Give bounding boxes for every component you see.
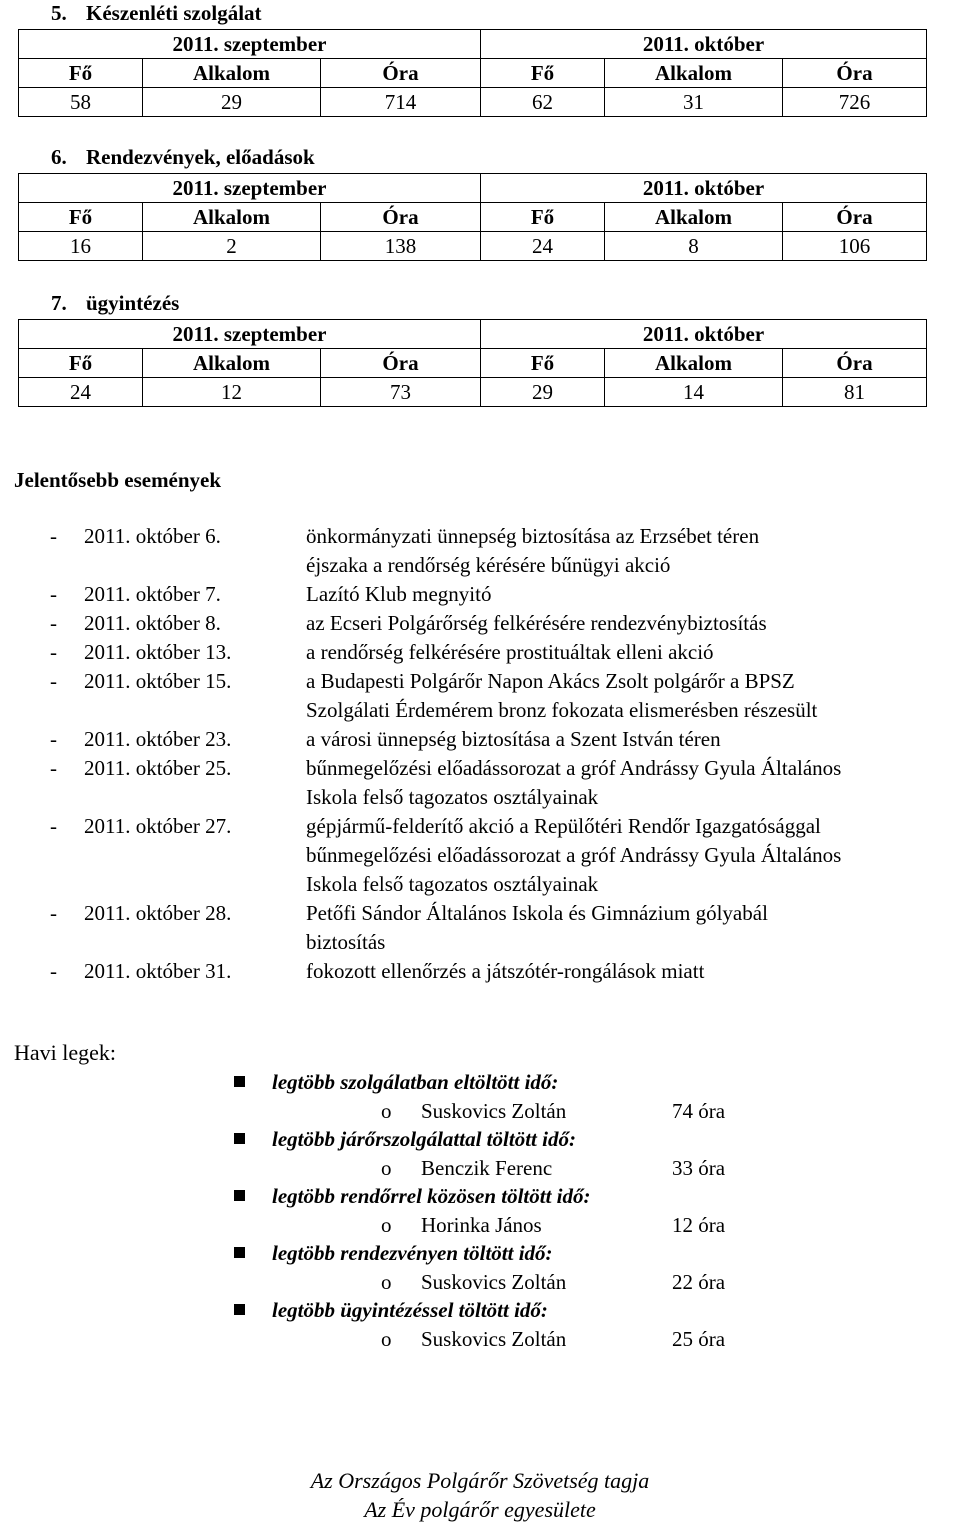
stat-table (18, 319, 927, 407)
value-cell: 24 (19, 378, 143, 407)
havi-category-text: legtöbb rendőrrel közösen töltött idő: (272, 1184, 591, 1208)
list-item (0, 609, 960, 638)
event-date: 2011. október 7. (84, 582, 221, 606)
event-line: Iskola felső tagozatos osztályainak (306, 785, 599, 809)
list-item (0, 725, 960, 754)
person-name: Suskovics Zoltán (421, 1099, 567, 1123)
event-dash: - (50, 959, 57, 983)
havi-category-text: legtöbb járőrszolgálattal töltött idő: (272, 1127, 576, 1151)
value-cell: 16 (19, 232, 143, 261)
event-description (306, 812, 954, 899)
event-date: 2011. október 28. (84, 901, 232, 925)
event-description (306, 667, 954, 725)
event-date: 2011. október 13. (84, 640, 232, 664)
header-cell: Fő (19, 203, 143, 232)
havi-category-text: legtöbb szolgálatban eltöltött idő: (272, 1070, 559, 1094)
event-line: a rendőrség felkérésére prostituáltak elleni akció (306, 640, 714, 664)
event-dash: - (50, 524, 57, 548)
value-cell: 31 (605, 88, 783, 117)
events-list (0, 522, 960, 986)
period-october: 2011. október (481, 320, 927, 349)
list-item (0, 812, 960, 899)
square-bullet-icon (234, 1076, 245, 1087)
value-cell: 12 (143, 378, 321, 407)
header-cell: Alkalom (143, 203, 321, 232)
period-october: 2011. október (481, 174, 927, 203)
header-cell: Fő (19, 349, 143, 378)
header-cell: Alkalom (143, 349, 321, 378)
footer-line: Az Év polgárőr egyesülete (364, 1497, 596, 1522)
event-line: bűnmegelőzési előadássorozat a gróf Andrássy Gyula Általános (306, 756, 842, 780)
list-item (0, 899, 960, 957)
event-description (306, 638, 954, 667)
circle-bullet: o (381, 1099, 392, 1123)
square-bullet-icon (234, 1247, 245, 1258)
stat-table (18, 29, 927, 117)
event-dash: - (50, 814, 57, 838)
header-cell: Óra (321, 59, 481, 88)
havi-legek-label: Havi legek: (14, 1040, 117, 1065)
event-line: Petőfi Sándor Általános Iskola és Gimnázium gólyabál (306, 901, 768, 925)
value-cell: 73 (321, 378, 481, 407)
event-dash: - (50, 640, 57, 664)
section-rendezvenyek (18, 144, 926, 261)
havi-category (0, 1296, 960, 1325)
section-title-text: ügyintézés (86, 291, 180, 315)
event-dash: - (50, 901, 57, 925)
event-description (306, 522, 954, 580)
period-september: 2011. szeptember (19, 30, 481, 59)
section-title (18, 290, 926, 319)
section-number: 7. (51, 291, 67, 315)
person-hours: 22 óra (672, 1270, 726, 1294)
havi-category (0, 1239, 960, 1268)
value-row (19, 88, 927, 117)
circle-bullet: o (381, 1270, 392, 1294)
header-cell: Alkalom (605, 203, 783, 232)
header-row (19, 59, 927, 88)
section-title (18, 144, 926, 173)
event-line: önkormányzati ünnepség biztosítása az Erzsébet téren (306, 524, 760, 548)
value-cell: 2 (143, 232, 321, 261)
period-row (19, 320, 927, 349)
value-cell: 8 (605, 232, 783, 261)
person-hours: 25 óra (672, 1327, 726, 1351)
square-bullet-icon (234, 1190, 245, 1201)
section-keszenleti (18, 0, 926, 117)
header-row (19, 349, 927, 378)
havi-category-text: legtöbb ügyintézéssel töltött idő: (272, 1298, 548, 1322)
circle-bullet: o (381, 1327, 392, 1351)
person-name: Horinka János (421, 1213, 542, 1237)
section-number: 6. (51, 145, 67, 169)
person-name: Suskovics Zoltán (421, 1270, 567, 1294)
event-date: 2011. október 23. (84, 727, 232, 751)
havi-person (0, 1097, 960, 1125)
value-cell: 106 (783, 232, 927, 261)
havi-person (0, 1154, 960, 1182)
havi-person (0, 1325, 960, 1353)
value-cell: 138 (321, 232, 481, 261)
square-bullet-icon (234, 1133, 245, 1144)
event-date: 2011. október 27. (84, 814, 232, 838)
person-hours: 12 óra (672, 1213, 726, 1237)
havi-person (0, 1211, 960, 1239)
list-item (0, 638, 960, 667)
event-line: fokozott ellenőrzés a játszótér-rongálások miatt (306, 959, 705, 983)
section-title (18, 0, 926, 29)
header-cell: Óra (783, 203, 927, 232)
circle-bullet: o (381, 1156, 392, 1180)
footer-line: Az Országos Polgárőr Szövetség tagja (310, 1468, 650, 1493)
header-cell: Fő (481, 203, 605, 232)
havi-category-text: legtöbb rendezvényen töltött idő: (272, 1241, 553, 1265)
value-cell: 62 (481, 88, 605, 117)
section-title-text: Készenléti szolgálat (86, 1, 262, 25)
header-cell: Fő (19, 59, 143, 88)
header-cell: Fő (481, 349, 605, 378)
havi-category (0, 1068, 960, 1097)
event-line: a Budapesti Polgárőr Napon Akács Zsolt polgárőr a BPSZ (306, 669, 795, 693)
event-line: a városi ünnepség biztosítása a Szent István téren (306, 727, 721, 751)
event-dash: - (50, 611, 57, 635)
havi-category (0, 1182, 960, 1211)
havi-person (0, 1268, 960, 1296)
havi-category (0, 1125, 960, 1154)
event-date: 2011. október 8. (84, 611, 221, 635)
event-description (306, 580, 954, 609)
value-cell: 14 (605, 378, 783, 407)
event-line: Iskola felső tagozatos osztályainak (306, 872, 599, 896)
section-title-text: Rendezvények, előadások (86, 145, 315, 169)
event-line: Szolgálati Érdemérem bronz fokozata elismerésben részesült (306, 698, 818, 722)
header-cell: Alkalom (143, 59, 321, 88)
event-line: biztosítás (306, 930, 386, 954)
event-description (306, 725, 954, 754)
list-item (0, 754, 960, 812)
event-line: az Ecseri Polgárőrség felkérésére rendezvénybiztosítás (306, 611, 767, 635)
value-cell: 714 (321, 88, 481, 117)
havi-list (0, 1068, 960, 1353)
event-date: 2011. október 31. (84, 959, 232, 983)
value-cell: 58 (19, 88, 143, 117)
period-september: 2011. szeptember (19, 174, 481, 203)
value-row (19, 232, 927, 261)
value-cell: 29 (481, 378, 605, 407)
period-october: 2011. október (481, 30, 927, 59)
value-row (19, 378, 927, 407)
header-cell: Alkalom (605, 349, 783, 378)
event-line: gépjármű-felderítő akció a Repülőtéri Rendőr Igazgatósággal (306, 814, 821, 838)
event-line: bűnmegelőzési előadássorozat a gróf Andrássy Gyula Általános (306, 843, 842, 867)
list-item (0, 522, 960, 580)
stat-table (18, 173, 927, 261)
page-footer (0, 1466, 960, 1524)
section-number: 5. (51, 1, 67, 25)
circle-bullet: o (381, 1213, 392, 1237)
header-cell: Óra (783, 349, 927, 378)
event-date: 2011. október 15. (84, 669, 232, 693)
person-hours: 74 óra (672, 1099, 726, 1123)
event-line: éjszaka a rendőrség kérésére bűnügyi akció (306, 553, 671, 577)
period-row (19, 30, 927, 59)
event-dash: - (50, 669, 57, 693)
event-dash: - (50, 727, 57, 751)
event-date: 2011. október 6. (84, 524, 221, 548)
value-cell: 81 (783, 378, 927, 407)
event-date: 2011. október 25. (84, 756, 232, 780)
value-cell: 24 (481, 232, 605, 261)
value-cell: 726 (783, 88, 927, 117)
event-dash: - (50, 582, 57, 606)
value-cell: 29 (143, 88, 321, 117)
header-cell: Fő (481, 59, 605, 88)
person-hours: 33 óra (672, 1156, 726, 1180)
header-cell: Óra (783, 59, 927, 88)
list-item (0, 957, 960, 986)
header-cell: Óra (321, 349, 481, 378)
list-item (0, 667, 960, 725)
period-september: 2011. szeptember (19, 320, 481, 349)
header-row (19, 203, 927, 232)
square-bullet-icon (234, 1304, 245, 1315)
person-name: Benczik Ferenc (421, 1156, 553, 1180)
period-row (19, 174, 927, 203)
section-ugyintezes (18, 290, 926, 407)
header-cell: Óra (321, 203, 481, 232)
event-dash: - (50, 756, 57, 780)
event-description (306, 899, 954, 957)
header-cell: Alkalom (605, 59, 783, 88)
person-name: Suskovics Zoltán (421, 1327, 567, 1351)
event-description (306, 754, 954, 812)
events-heading: Jelentősebb események (14, 468, 222, 492)
list-item (0, 580, 960, 609)
event-description (306, 609, 954, 638)
event-description (306, 957, 954, 986)
event-line: Lazító Klub megnyitó (306, 582, 492, 606)
